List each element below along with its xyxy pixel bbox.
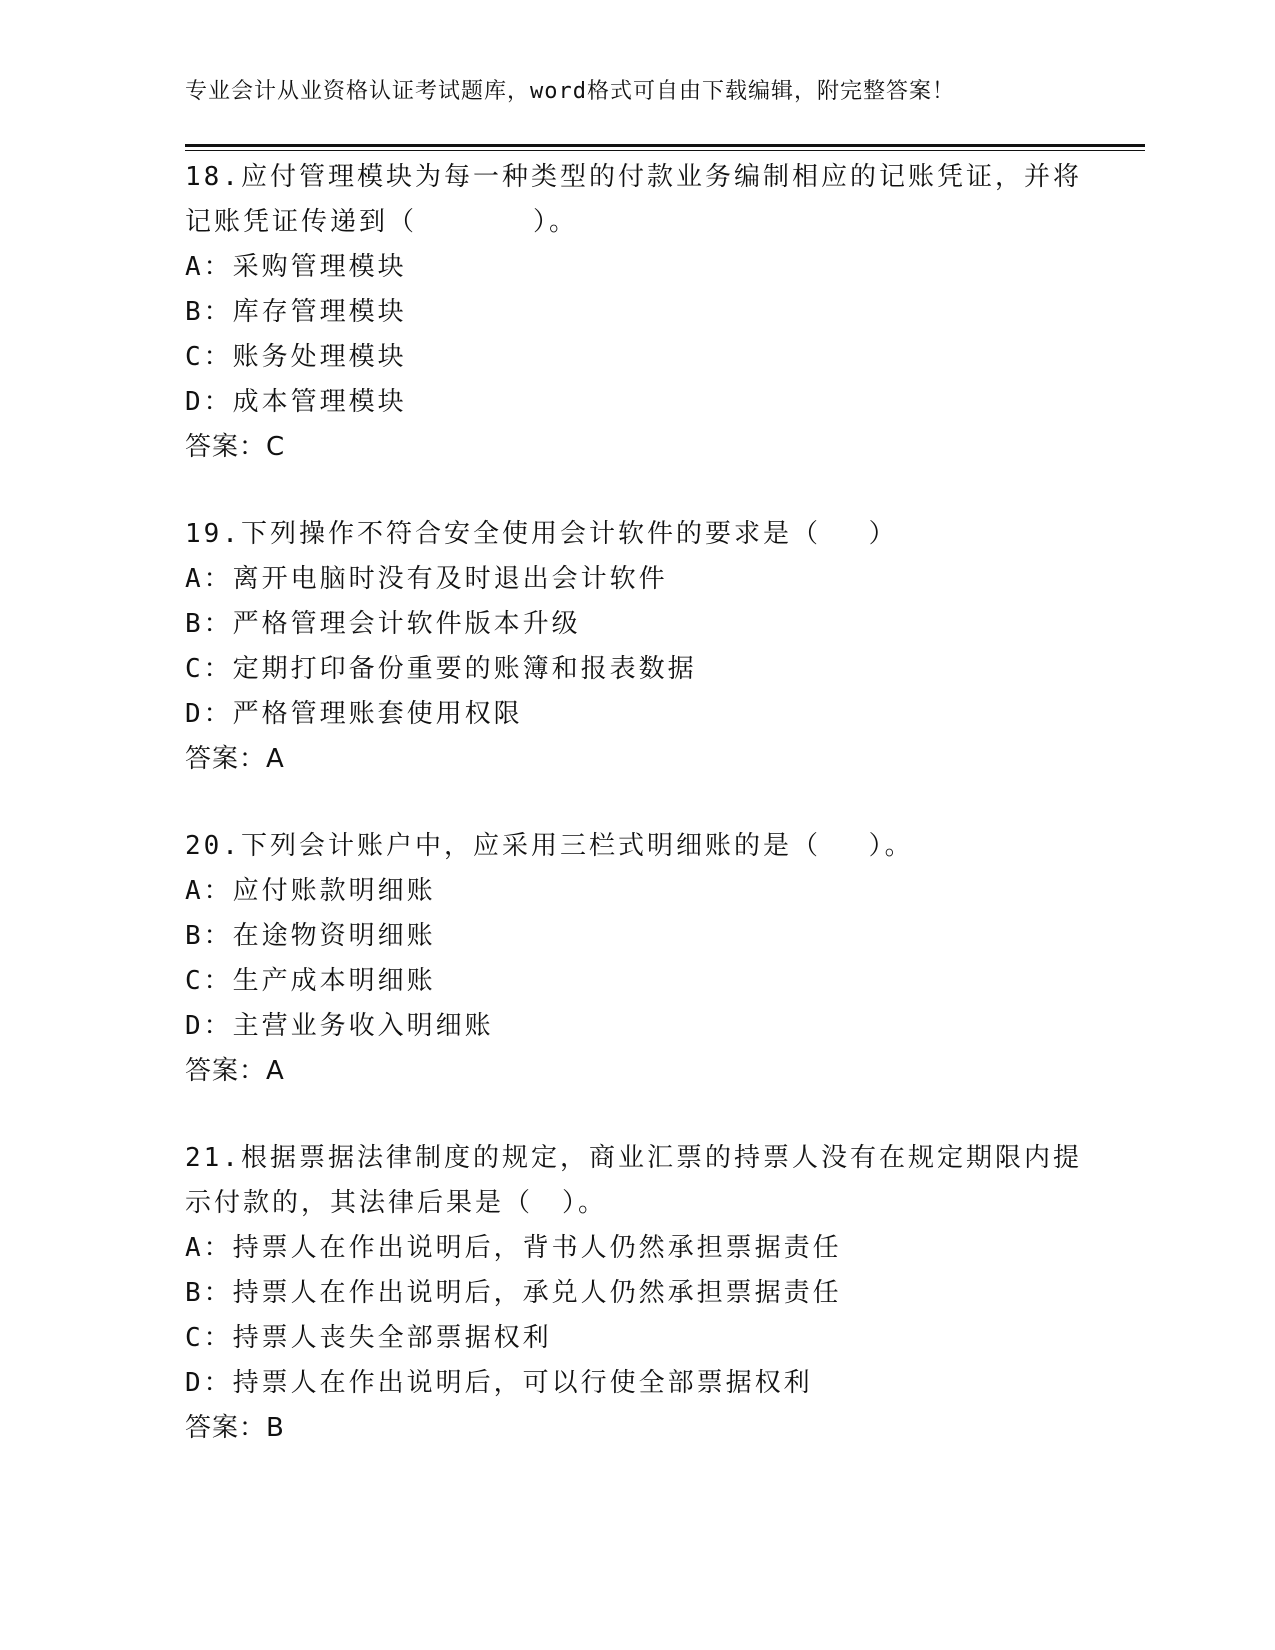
option-b: B：持票人在作出说明后，承兑人仍然承担票据责任 [185, 1278, 842, 1308]
option-c: C：持票人丧失全部票据权利 [185, 1323, 552, 1353]
question-stem: 21.根据票据法律制度的规定，商业汇票的持票人没有在规定期限内提示付款的，其法律后果是（ ）。 [185, 1143, 1082, 1218]
option-d: D：成本管理模块 [185, 387, 407, 417]
page-header: 专业会计从业资格认证考试题库，word格式可自由下载编辑，附完整答案！ [185, 79, 955, 104]
answer: 答案：A [185, 1056, 285, 1086]
option-a: A：采购管理模块 [185, 252, 407, 282]
question-20 [185, 824, 1085, 1094]
option-a: A：离开电脑时没有及时退出会计软件 [185, 564, 668, 594]
answer: 答案：B [185, 1413, 285, 1443]
question-stem: 19.下列操作不符合安全使用会计软件的要求是（ ） [185, 519, 898, 549]
question-19 [185, 512, 1085, 782]
option-d: D：持票人在作出说明后，可以行使全部票据权利 [185, 1368, 813, 1398]
option-list [185, 557, 1085, 737]
question-18 [185, 155, 1085, 470]
option-list [185, 1226, 1085, 1406]
option-b: B：严格管理会计软件版本升级 [185, 609, 581, 639]
option-a: A：应付账款明细账 [185, 876, 436, 906]
option-c: C：账务处理模块 [185, 342, 407, 372]
answer: 答案：C [185, 432, 286, 462]
option-b: B：在途物资明细账 [185, 921, 436, 951]
option-d: D：严格管理账套使用权限 [185, 699, 523, 729]
question-21 [185, 1136, 1085, 1451]
header-divider [185, 144, 1145, 151]
option-c: C：定期打印备份重要的账簿和报表数据 [185, 654, 697, 684]
question-stem: 20.下列会计账户中，应采用三栏式明细账的是（ ）。 [185, 831, 914, 861]
option-b: B：库存管理模块 [185, 297, 407, 327]
question-list [185, 155, 1085, 1493]
option-c: C：生产成本明细账 [185, 966, 436, 996]
option-a: A：持票人在作出说明后，背书人仍然承担票据责任 [185, 1233, 842, 1263]
option-d: D：主营业务收入明细账 [185, 1011, 494, 1041]
option-list [185, 869, 1085, 1049]
answer: 答案：A [185, 744, 285, 774]
question-stem: 18.应付管理模块为每一种类型的付款业务编制相应的记账凭证，并将记账凭证传递到（ ）。 [185, 162, 1082, 237]
option-list [185, 245, 1085, 425]
